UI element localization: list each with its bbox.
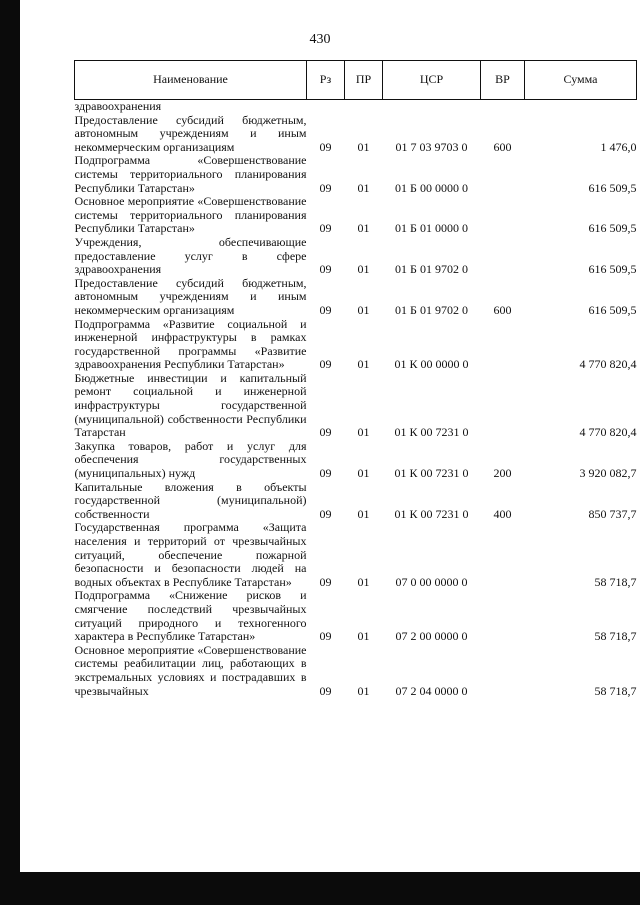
cell-sum: 616 509,5	[588, 180, 637, 195]
column-header-pr: ПР	[345, 61, 383, 100]
cell-sum: 1 476,0	[600, 139, 637, 154]
cell-vr: 600	[493, 139, 512, 154]
cell-sum: 58 718,7	[594, 683, 637, 698]
table-row	[75, 481, 637, 522]
cell-sum: 616 509,5	[588, 302, 637, 317]
cell-name: Бюджетные инвестиции и капитальный ремонт социальной и инженерной инфраструктуры государственной (муниципальной) собственности Республики Татарстан	[74, 370, 307, 440]
table-row	[75, 440, 637, 481]
cell-sum: 616 509,5	[588, 221, 637, 236]
cell-name: Капитальные вложения в объекты государственной (муниципальной) собственности	[74, 479, 307, 521]
cell-csr: 01 Б 01 0000 0	[395, 221, 468, 236]
cell-vr	[481, 154, 525, 195]
cell-name: Предоставление субсидий бюджетным, автономным учреждениям и иным некоммерческим организациям	[74, 112, 307, 154]
cell-vr	[481, 100, 525, 114]
cell-csr: 01 К 00 7231 0	[394, 506, 469, 521]
cell-csr: 07 0 00 0000 0	[395, 574, 468, 589]
cell-csr: 07 2 04 0000 0	[395, 683, 468, 698]
cell-csr: 01 К 00 7231 0	[394, 425, 469, 440]
cell-vr	[481, 644, 525, 698]
cell-vr	[481, 589, 525, 643]
cell-sum: 616 509,5	[588, 262, 637, 277]
cell-csr: 01 Б 00 0000 0	[395, 180, 468, 195]
cell-csr: 01 Б 01 9702 0	[395, 302, 468, 317]
cell-pr: 01	[357, 574, 370, 589]
table-row	[75, 195, 637, 236]
cell-vr: 600	[493, 302, 512, 317]
cell-pr: 01	[357, 180, 370, 195]
table-row	[75, 236, 637, 277]
table-header-row	[75, 61, 637, 100]
table-row	[75, 114, 637, 155]
cell-csr: 01 7 03 9703 0	[395, 139, 468, 154]
cell-pr: 01	[357, 425, 370, 440]
column-header-name: Наименование	[75, 61, 307, 100]
cell-sum: 4 770 820,4	[579, 425, 637, 440]
cell-rz: 09	[319, 506, 332, 521]
table-row	[75, 154, 637, 195]
cell-rz: 09	[319, 574, 332, 589]
cell-pr: 01	[357, 302, 370, 317]
table-row	[75, 372, 637, 440]
cell-sum: 4 770 820,4	[579, 357, 637, 372]
table-row	[75, 589, 637, 643]
cell-vr	[481, 521, 525, 589]
cell-name: Закупка товаров, работ и услуг для обеспечения государственных (муниципальных) нужд	[74, 438, 307, 481]
cell-rz: 09	[319, 302, 332, 317]
cell-sum: 58 718,7	[594, 629, 637, 644]
cell-vr	[481, 318, 525, 372]
cell-rz: 09	[319, 683, 332, 698]
cell-pr: 01	[357, 262, 370, 277]
cell-rz: 09	[319, 629, 332, 644]
cell-name: Государственная программа «Защита населения и территорий от чрезвычайных ситуаций, обеспечение пожарной безопасности и безопасности людей на водных объектах в Республике Татарстан»	[74, 520, 307, 589]
cell-name: здравоохранения	[74, 99, 162, 113]
cell-rz: 09	[319, 466, 332, 481]
cell-name: Подпрограмма «Совершенствование системы территориального планирования Республики Татарстан»	[74, 153, 307, 195]
cell-pr: 01	[357, 221, 370, 236]
cell-pr: 01	[357, 139, 370, 154]
cell-csr: 01 К 00 0000 0	[394, 357, 469, 372]
cell-rz	[307, 100, 345, 114]
table-row	[75, 277, 637, 318]
cell-csr: 01 К 00 7231 0	[394, 466, 469, 481]
cell-pr	[345, 100, 383, 114]
cell-rz: 09	[319, 221, 332, 236]
cell-pr: 01	[357, 357, 370, 372]
scan-left-border	[0, 0, 20, 905]
column-header-vr: ВР	[481, 61, 525, 100]
cell-vr	[481, 236, 525, 277]
cell-sum: 850 737,7	[588, 506, 637, 521]
cell-pr: 01	[357, 466, 370, 481]
cell-sum	[525, 100, 637, 114]
cell-sum: 58 718,7	[594, 574, 637, 589]
cell-pr: 01	[357, 506, 370, 521]
cell-rz: 09	[319, 425, 332, 440]
cell-sum: 3 920 082,7	[579, 466, 637, 481]
cell-rz: 09	[319, 180, 332, 195]
cell-name: Учреждения, обеспечивающие предоставление услуг в сфере здравоохранения	[74, 234, 307, 277]
cell-rz: 09	[319, 139, 332, 154]
cell-name: Предоставление субсидий бюджетным, автономным учреждениям и иным некоммерческим организациям	[74, 275, 307, 317]
cell-pr: 01	[357, 683, 370, 698]
table-row	[75, 521, 637, 589]
column-header-sum: Сумма	[525, 61, 637, 100]
cell-rz: 09	[319, 357, 332, 372]
cell-name: Подпрограмма «Развитие социальной и инженерной инфраструктуры в рамках государственной программы «Развитие здравоохранения Республики Татарстан»	[74, 316, 307, 372]
page-number: 430	[309, 32, 331, 47]
cell-vr	[481, 372, 525, 440]
cell-csr	[383, 100, 481, 114]
cell-csr: 01 Б 01 9702 0	[395, 262, 468, 277]
cell-vr: 400	[493, 506, 512, 521]
cell-name: Подпрограмма «Снижение рисков и смягчение последствий чрезвычайных ситуаций природного и техногенного характера в Республике Татарстан»	[74, 588, 307, 644]
cell-vr: 200	[493, 466, 512, 481]
cell-name: Основное мероприятие «Совершенствование системы территориального планирования Республики Татарстан»	[74, 194, 307, 236]
budget-table	[74, 60, 637, 698]
cell-vr	[481, 195, 525, 236]
table-row	[75, 318, 637, 372]
cell-csr: 07 2 00 0000 0	[395, 629, 468, 644]
scan-bottom-border	[0, 872, 640, 905]
cell-name: Основное мероприятие «Совершенствование системы реабилитации лиц, работающих в экстремальных условиях и пострадавших в чрезвычайных	[74, 642, 307, 698]
table-row	[75, 100, 637, 114]
column-header-rz: Рз	[307, 61, 345, 100]
cell-pr: 01	[357, 629, 370, 644]
cell-rz: 09	[319, 262, 332, 277]
table-row	[75, 644, 637, 698]
column-header-csr: ЦСР	[383, 61, 481, 100]
